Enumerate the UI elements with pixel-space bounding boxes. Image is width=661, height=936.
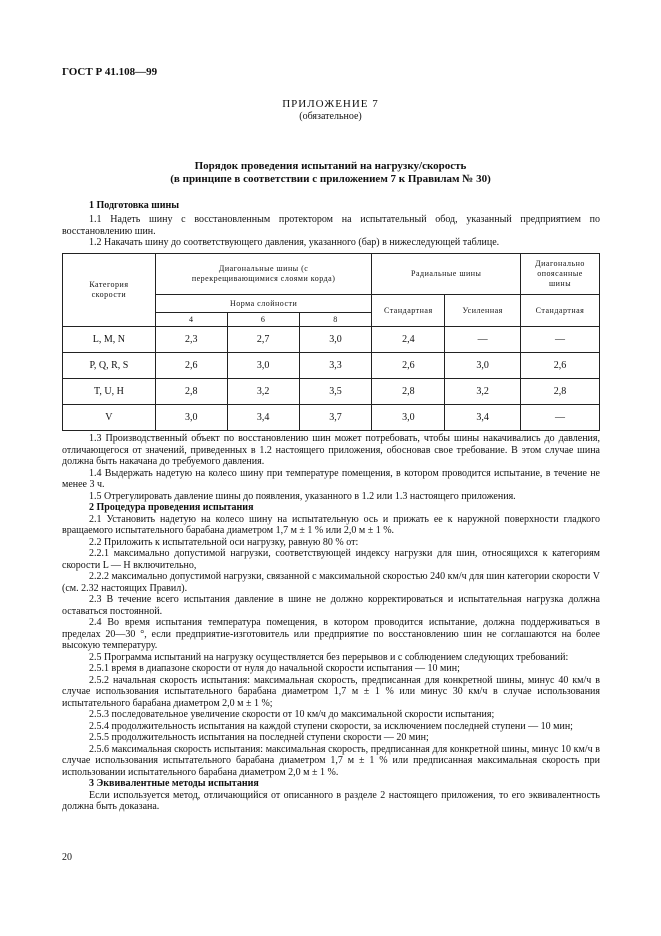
main-title-line1: Порядок проведения испытаний на нагрузку/скорость bbox=[194, 160, 467, 172]
section2-heading: 2 Процедура проведения испытания bbox=[89, 502, 254, 513]
table-cell: 2,4 bbox=[372, 327, 445, 353]
table-cell: 2,7 bbox=[227, 327, 299, 353]
table-cell: T, U, H bbox=[63, 379, 156, 405]
table-cell: 3,5 bbox=[299, 379, 372, 405]
page-number: 20 bbox=[62, 852, 72, 863]
paragraph-2-5-5: 2.5.5 продолжительность испытания на последней ступени скорости — 20 мин; bbox=[89, 732, 429, 743]
header-radial-standard: Стандартная bbox=[372, 295, 445, 327]
paragraph-2-4: 2.4 Во время испытания температура помещения, в котором проводится испытание, должна поддерживаться в пределах 20—30 °, если предприятие-изготовитель или предприятие по восстановлению шин не соглашаются на более высокую температуру. bbox=[62, 617, 600, 651]
table-row bbox=[63, 353, 600, 379]
header-belted-standard: Стандартная bbox=[521, 295, 600, 327]
paragraph-2-5-6: 2.5.6 максимальная скорость испытания: максимальная скорость, предписанная для конкретной шины, минус 10 км/ч в случае использования испытательного барабана диаметром 1,7 м ± 1 % или предписанная максимальная скорость при использовании испытательного барабана диаметром 2,0 м ± 1 %. bbox=[62, 743, 600, 778]
table-cell: 3,7 bbox=[299, 405, 372, 431]
paragraph-1-1: 1.1 Надеть шину с восстановленным протектором на испытательный обод, указанный предприятием по восстановлению шин. bbox=[62, 214, 600, 237]
paragraph-1-3: 1.3 Производственный объект по восстановлению шин может потребовать, чтобы шины накачивались до давления, отличающегося от значений, приведенных в 1.2 настоящего приложения, обосновав свое требование. В этом случае шина должна быть накачана до требуемого давления. bbox=[62, 433, 600, 467]
table-cell: 3,4 bbox=[227, 405, 299, 431]
table-cell: 3,0 bbox=[372, 405, 445, 431]
table-cell: 3,0 bbox=[227, 353, 299, 379]
paragraph-2-3: 2.3 В течение всего испытания давление в шине не должно корректироваться и испытательная нагрузка должна оставаться постоянной. bbox=[62, 594, 600, 617]
table-cell: 2,6 bbox=[372, 353, 445, 379]
table-cell: 3,0 bbox=[155, 405, 227, 431]
table-cell: 2,6 bbox=[521, 353, 600, 379]
paragraph-1-2: 1.2 Накачать шину до соответствующего давления, указанного (бар) в нижеследующей таблице. bbox=[89, 237, 500, 248]
header-diagonal-belted-tires: Диагонально опоясанные шины bbox=[521, 254, 600, 295]
table-row bbox=[63, 405, 600, 431]
table-cell: 3,2 bbox=[445, 379, 521, 405]
paragraph-2-5-2: 2.5.2 начальная скорость испытания: максимальная скорость, предписанная для конкретной шины, минус 40 км/ч в случае использования испытательного барабана диаметром 1,7 м ± 1 % или минус 30 км/ч в случае использования испытательного барабана диаметром 2,0 м ± 1 %; bbox=[62, 674, 600, 709]
header-ply-norm: Норма слойности bbox=[155, 295, 372, 313]
table-cell: — bbox=[445, 327, 521, 353]
pressure-table bbox=[62, 253, 600, 431]
table-cell: 3,2 bbox=[227, 379, 299, 405]
header-radial-reinforced: Усиленная bbox=[445, 295, 521, 327]
paragraph-3: Если используется метод, отличающийся от описанного в разделе 2 настоящего приложения, то его эквивалентность должна быть доказана. bbox=[62, 789, 600, 812]
paragraph-2-5-1: 2.5.1 время в диапазоне скорости от нуля до начальной скорости испытания — 10 мин; bbox=[89, 663, 460, 674]
appendix-title: ПРИЛОЖЕНИЕ 7 bbox=[282, 98, 379, 110]
header-speed-category: Категория скорости bbox=[63, 254, 156, 327]
section1-heading: 1 Подготовка шины bbox=[89, 200, 180, 211]
main-title bbox=[100, 160, 561, 186]
table-cell: 3,0 bbox=[299, 327, 372, 353]
header-ply-6: 6 bbox=[227, 313, 299, 327]
table-cell: 3,0 bbox=[445, 353, 521, 379]
table-cell: 2,3 bbox=[155, 327, 227, 353]
appendix-subtitle: (обязательное) bbox=[299, 111, 362, 122]
paragraph-2-5-3: 2.5.3 последовательное увеличение скорости от 10 км/ч до максимальной скорости испытания; bbox=[89, 709, 495, 720]
paragraph-2-1: 2.1 Установить надетую на колесо шину на испытательную ось и прижать ее к наружной поверхности гладкого вращаемого испытательного барабана диаметром 1,7 м ± 1 % или 2,0 м ± 1 %. bbox=[62, 513, 600, 536]
paragraph-1-4: 1.4 Выдержать надетую на колесо шину при температуре помещения, в котором проводится испытание, в течение не менее 3 ч. bbox=[62, 467, 600, 490]
header-ply-8: 8 bbox=[299, 313, 372, 327]
table-cell: V bbox=[63, 405, 156, 431]
paragraph-2-2: 2.2 Приложить к испытательной оси нагрузку, равную 80 % от: bbox=[89, 536, 359, 548]
table-cell: — bbox=[521, 327, 600, 353]
paragraph-2-2-2: 2.2.2 максимально допустимой нагрузки, связанной с максимальной скоростью 240 км/ч для шин категории скорости V (см. 2.32 настоящих Правил). bbox=[62, 571, 600, 594]
document-code: ГОСТ Р 41.108—99 bbox=[62, 66, 158, 78]
table-cell: 2,8 bbox=[155, 379, 227, 405]
table-cell: 2,6 bbox=[155, 353, 227, 379]
table-cell: 3,3 bbox=[299, 353, 372, 379]
table-cell: P, Q, R, S bbox=[63, 353, 156, 379]
table-cell: 2,8 bbox=[521, 379, 600, 405]
header-radial-tires: Радиальные шины bbox=[372, 254, 521, 295]
paragraph-2-2-1: 2.2.1 максимально допустимой нагрузки, соответствующей индексу нагрузки для шин, относящихся к категориям скорости L — H включительно, bbox=[62, 548, 600, 571]
table-cell: L, M, N bbox=[63, 327, 156, 353]
header-ply-4: 4 bbox=[155, 313, 227, 327]
paragraph-2-5: 2.5 Программа испытаний на нагрузку осуществляется без перерывов и с соблюдением следующих требований: bbox=[89, 651, 569, 663]
main-title-line2: (в принципе в соответствии с приложением 7 к Правилам № 30) bbox=[170, 173, 491, 185]
table-row bbox=[63, 379, 600, 405]
section3-heading: 3 Эквивалентные методы испытания bbox=[89, 778, 259, 789]
body-text-part1 bbox=[62, 433, 600, 813]
paragraph-1-5: 1.5 Отрегулировать давление шины до появления, указанного в 1.2 или 1.3 настоящего приложения. bbox=[89, 490, 516, 502]
table-cell: — bbox=[521, 405, 600, 431]
table-cell: 2,8 bbox=[372, 379, 445, 405]
table-cell: 3,4 bbox=[445, 405, 521, 431]
table-row bbox=[63, 327, 600, 353]
header-diagonal-tires: Диагональные шины (с перекрещивающимися слоями корда) bbox=[155, 254, 372, 295]
paragraph-2-5-4: 2.5.4 продолжительность испытания на каждой ступени скорости, за исключением последней ступени — 10 мин; bbox=[89, 720, 573, 732]
